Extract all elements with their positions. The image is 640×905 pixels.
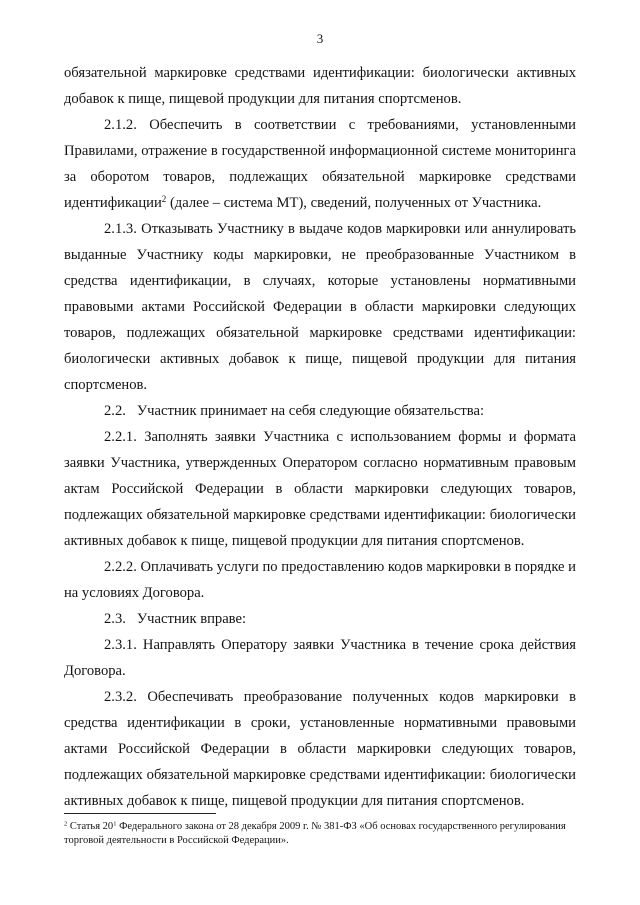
paragraph-text: Обеспечить в соответствии с требованиями, установленными Правилами, отражение в государственной информационной системе мониторинга за оборотом товаров, подлежащих обязательной маркировке средствами идентификации	[64, 117, 576, 211]
paragraph-2-1-2	[64, 112, 576, 216]
paragraph-text-continued: (далее – система МТ), сведений, полученных от Участника.	[166, 195, 542, 211]
paragraph-number: 2.2.1.	[104, 429, 137, 445]
paragraph-number: 2.1.2.	[104, 117, 137, 133]
paragraph-text: Обеспечивать преобразование полученных кодов маркировки в средства идентификации в сроки, установленные нормативными правовыми актами Российской Федерации в области маркировки следующих товаров, подлежащих обязательной маркировке средствами идентификации: биологически активных добавок к пище, пищевой продукции для питания спортсменов.	[64, 689, 576, 809]
paragraph-2-3-1	[64, 632, 576, 684]
paragraph-text: Участник принимает на себя следующие обязательства:	[136, 403, 485, 419]
footnote-reference: 2	[161, 194, 167, 205]
footnote	[64, 820, 576, 848]
paragraph-number: 2.3.	[104, 611, 126, 627]
paragraph-number: 2.1.3.	[104, 221, 137, 237]
paragraph-2-3-2	[64, 684, 576, 814]
paragraph-number: 2.3.2.	[104, 689, 137, 705]
paragraph-2-1-3	[64, 216, 576, 398]
paragraph-number: 2.2.	[104, 403, 126, 419]
paragraph-2-2-1	[64, 424, 576, 554]
paragraph-2-2-2	[64, 554, 576, 606]
footnote-mark: 2	[64, 820, 68, 828]
paragraph-text: Оплачивать услуги по предоставлению кодов маркировки в порядке и на условиях Договора.	[64, 559, 576, 601]
paragraph-text: Отказывать Участнику в выдаче кодов маркировки или аннулировать выданные Участнику коды маркировки, не преобразованные Участником в средства идентификации, в случаях, которые установлены нормативными правовыми актами Российской Федерации в области маркировки следующих товаров, подлежащих обязательной маркировке средствами идентификации: биологически активных добавок к пище, пищевой продукции для питания спортсменов.	[64, 221, 576, 393]
paragraph-text: Направлять Оператору заявки Участника в течение срока действия Договора.	[64, 637, 576, 679]
footnote-separator	[64, 813, 216, 814]
paragraph-text: Заполнять заявки Участника с использованием формы и формата заявки Участника, утвержденных Оператором согласно нормативным правовым актам Российской Федерации в области маркировки следующих товаров, подлежащих обязательной маркировке средствами идентификации: биологически активных добавок к пище, пищевой продукции для питания спортсменов.	[64, 429, 576, 549]
paragraph-2-2	[64, 398, 576, 424]
paragraph-number: 2.2.2.	[104, 559, 137, 575]
paragraph-continuation	[64, 60, 576, 112]
page-number: 3	[316, 31, 324, 46]
footnote-text: Статья 20	[67, 821, 114, 832]
footnote-article-superscript: 1	[113, 820, 117, 828]
paragraph-text: обязательной маркировке средствами идентификации: биологически активных добавок к пище, пищевой продукции для питания спортсменов.	[64, 65, 576, 107]
paragraph-2-3	[64, 606, 576, 632]
footnote-text-continued: Федерального закона от 28 декабря 2009 г. № 381-ФЗ «Об основах государственного регулирования торговой деятельности в Российской Федерации».	[64, 821, 566, 846]
paragraph-number: 2.3.1.	[104, 637, 137, 653]
paragraph-text: Участник вправе:	[136, 611, 247, 627]
document-body	[64, 60, 576, 814]
